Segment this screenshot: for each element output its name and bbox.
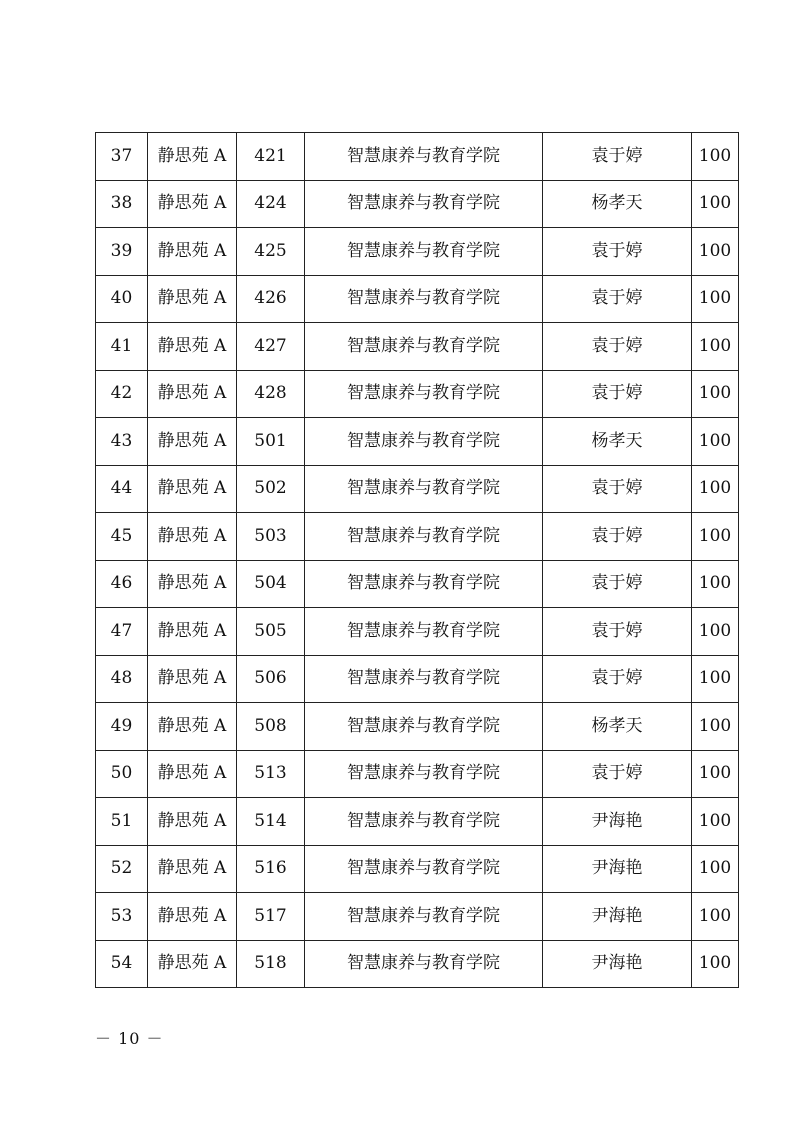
score-cell: 100 xyxy=(692,893,739,941)
row-number-cell: 54 xyxy=(96,940,148,988)
room-number-cell: 518 xyxy=(237,940,305,988)
score-cell: 100 xyxy=(692,513,739,561)
table-row xyxy=(96,370,739,418)
building-cell: 静思苑 A xyxy=(148,703,237,751)
row-number-cell: 41 xyxy=(96,323,148,371)
building-cell: 静思苑 A xyxy=(148,465,237,513)
table-row xyxy=(96,180,739,228)
score-cell: 100 xyxy=(692,465,739,513)
college-cell: 智慧康养与教育学院 xyxy=(305,750,543,798)
building-cell: 静思苑 A xyxy=(148,608,237,656)
score-cell: 100 xyxy=(692,845,739,893)
row-number-cell: 53 xyxy=(96,893,148,941)
dormitory-score-table xyxy=(95,132,739,988)
table-row xyxy=(96,133,739,181)
building-cell: 静思苑 A xyxy=(148,418,237,466)
score-cell: 100 xyxy=(692,228,739,276)
room-number-cell: 502 xyxy=(237,465,305,513)
college-cell: 智慧康养与教育学院 xyxy=(305,798,543,846)
building-cell: 静思苑 A xyxy=(148,513,237,561)
college-cell: 智慧康养与教育学院 xyxy=(305,608,543,656)
college-cell: 智慧康养与教育学院 xyxy=(305,560,543,608)
person-in-charge-cell: 杨孝天 xyxy=(543,703,692,751)
table-row xyxy=(96,560,739,608)
room-number-cell: 425 xyxy=(237,228,305,276)
room-number-cell: 503 xyxy=(237,513,305,561)
row-number-cell: 49 xyxy=(96,703,148,751)
person-in-charge-cell: 袁于婷 xyxy=(543,323,692,371)
college-cell: 智慧康养与教育学院 xyxy=(305,180,543,228)
building-cell: 静思苑 A xyxy=(148,750,237,798)
table-row xyxy=(96,703,739,751)
person-in-charge-cell: 尹海艳 xyxy=(543,798,692,846)
score-cell: 100 xyxy=(692,608,739,656)
college-cell: 智慧康养与教育学院 xyxy=(305,513,543,561)
college-cell: 智慧康养与教育学院 xyxy=(305,370,543,418)
room-number-cell: 427 xyxy=(237,323,305,371)
person-in-charge-cell: 尹海艳 xyxy=(543,893,692,941)
room-number-cell: 421 xyxy=(237,133,305,181)
college-cell: 智慧康养与教育学院 xyxy=(305,275,543,323)
score-cell: 100 xyxy=(692,798,739,846)
table-row xyxy=(96,940,739,988)
row-number-cell: 46 xyxy=(96,560,148,608)
row-number-cell: 42 xyxy=(96,370,148,418)
table-row xyxy=(96,845,739,893)
table-row xyxy=(96,608,739,656)
room-number-cell: 513 xyxy=(237,750,305,798)
row-number-cell: 37 xyxy=(96,133,148,181)
room-number-cell: 508 xyxy=(237,703,305,751)
person-in-charge-cell: 袁于婷 xyxy=(543,655,692,703)
person-in-charge-cell: 袁于婷 xyxy=(543,750,692,798)
score-cell: 100 xyxy=(692,703,739,751)
room-number-cell: 424 xyxy=(237,180,305,228)
building-cell: 静思苑 A xyxy=(148,180,237,228)
person-in-charge-cell: 尹海艳 xyxy=(543,845,692,893)
building-cell: 静思苑 A xyxy=(148,370,237,418)
college-cell: 智慧康养与教育学院 xyxy=(305,465,543,513)
person-in-charge-cell: 杨孝天 xyxy=(543,418,692,466)
college-cell: 智慧康养与教育学院 xyxy=(305,893,543,941)
person-in-charge-cell: 袁于婷 xyxy=(543,275,692,323)
college-cell: 智慧康养与教育学院 xyxy=(305,655,543,703)
room-number-cell: 501 xyxy=(237,418,305,466)
person-in-charge-cell: 杨孝天 xyxy=(543,180,692,228)
row-number-cell: 48 xyxy=(96,655,148,703)
person-in-charge-cell: 袁于婷 xyxy=(543,465,692,513)
row-number-cell: 38 xyxy=(96,180,148,228)
room-number-cell: 516 xyxy=(237,845,305,893)
page-number: － 10 － xyxy=(95,1029,164,1048)
row-number-cell: 43 xyxy=(96,418,148,466)
row-number-cell: 45 xyxy=(96,513,148,561)
table-row xyxy=(96,465,739,513)
row-number-cell: 50 xyxy=(96,750,148,798)
score-cell: 100 xyxy=(692,180,739,228)
row-number-cell: 40 xyxy=(96,275,148,323)
table-row xyxy=(96,513,739,561)
table-row xyxy=(96,275,739,323)
score-cell: 100 xyxy=(692,940,739,988)
score-cell: 100 xyxy=(692,418,739,466)
building-cell: 静思苑 A xyxy=(148,893,237,941)
person-in-charge-cell: 袁于婷 xyxy=(543,370,692,418)
building-cell: 静思苑 A xyxy=(148,133,237,181)
row-number-cell: 39 xyxy=(96,228,148,276)
building-cell: 静思苑 A xyxy=(148,655,237,703)
building-cell: 静思苑 A xyxy=(148,275,237,323)
row-number-cell: 44 xyxy=(96,465,148,513)
building-cell: 静思苑 A xyxy=(148,845,237,893)
room-number-cell: 428 xyxy=(237,370,305,418)
building-cell: 静思苑 A xyxy=(148,228,237,276)
room-number-cell: 426 xyxy=(237,275,305,323)
college-cell: 智慧康养与教育学院 xyxy=(305,703,543,751)
row-number-cell: 51 xyxy=(96,798,148,846)
score-cell: 100 xyxy=(692,750,739,798)
row-number-cell: 52 xyxy=(96,845,148,893)
person-in-charge-cell: 袁于婷 xyxy=(543,228,692,276)
room-number-cell: 514 xyxy=(237,798,305,846)
row-number-cell: 47 xyxy=(96,608,148,656)
table-row xyxy=(96,655,739,703)
college-cell: 智慧康养与教育学院 xyxy=(305,133,543,181)
college-cell: 智慧康养与教育学院 xyxy=(305,940,543,988)
room-number-cell: 517 xyxy=(237,893,305,941)
table-row xyxy=(96,228,739,276)
college-cell: 智慧康养与教育学院 xyxy=(305,323,543,371)
person-in-charge-cell: 袁于婷 xyxy=(543,513,692,561)
score-cell: 100 xyxy=(692,323,739,371)
person-in-charge-cell: 袁于婷 xyxy=(543,133,692,181)
score-cell: 100 xyxy=(692,655,739,703)
building-cell: 静思苑 A xyxy=(148,560,237,608)
score-cell: 100 xyxy=(692,560,739,608)
college-cell: 智慧康养与教育学院 xyxy=(305,845,543,893)
table-row xyxy=(96,893,739,941)
score-cell: 100 xyxy=(692,275,739,323)
person-in-charge-cell: 袁于婷 xyxy=(543,608,692,656)
room-number-cell: 504 xyxy=(237,560,305,608)
table-row xyxy=(96,418,739,466)
person-in-charge-cell: 尹海艳 xyxy=(543,940,692,988)
table-row xyxy=(96,750,739,798)
college-cell: 智慧康养与教育学院 xyxy=(305,418,543,466)
score-cell: 100 xyxy=(692,370,739,418)
table-body xyxy=(96,133,739,988)
person-in-charge-cell: 袁于婷 xyxy=(543,560,692,608)
table-row xyxy=(96,323,739,371)
table-row xyxy=(96,798,739,846)
building-cell: 静思苑 A xyxy=(148,798,237,846)
building-cell: 静思苑 A xyxy=(148,323,237,371)
room-number-cell: 505 xyxy=(237,608,305,656)
score-cell: 100 xyxy=(692,133,739,181)
building-cell: 静思苑 A xyxy=(148,940,237,988)
room-number-cell: 506 xyxy=(237,655,305,703)
college-cell: 智慧康养与教育学院 xyxy=(305,228,543,276)
